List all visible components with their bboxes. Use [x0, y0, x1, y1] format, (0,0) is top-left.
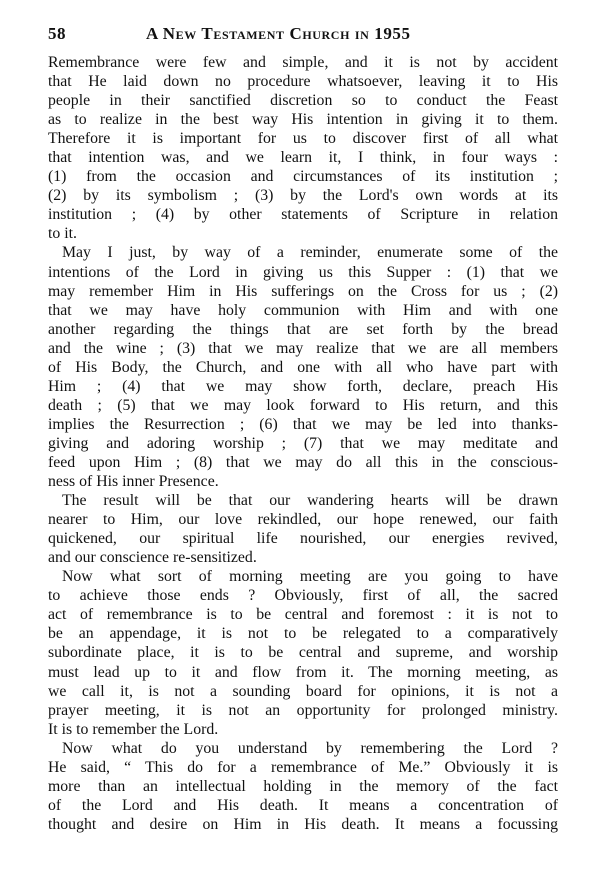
page-number: 58 [48, 24, 66, 43]
text-line: of the Lord and His death. It means a concentration of [48, 796, 558, 814]
paragraph [48, 53, 558, 243]
text-line: that He laid down no procedure whatsoever, leaving it to His [48, 73, 558, 91]
text-line: as to realize in the best way His intention in giving it to them. [48, 111, 558, 129]
text-line: death ; (5) that we may look forward to His return, and this [48, 396, 558, 414]
text-line: The result will be that our wandering hearts will be drawn [62, 492, 558, 510]
text-line: May I just, by way of a reminder, enumerate some of the [62, 244, 558, 262]
text-line: feed upon Him ; (8) that we may do all this in the conscious- [48, 453, 558, 471]
text-line: thought and desire on Him in His death. It means a focussing [48, 815, 558, 833]
text-line: intentions of the Lord in giving us this Supper : (1) that we [48, 263, 558, 281]
text-line: more than an intellectual holding in the memory of the fact [48, 777, 558, 795]
paragraph [48, 567, 558, 738]
running-title: A New Testament Church in 1955 [146, 24, 411, 43]
text-line: He said, “ This do for a remembrance of Me.” Obviously it is [48, 758, 558, 776]
text-line: quickened, our spiritual life nourished, our energies revived, [48, 530, 558, 548]
paragraph [48, 243, 558, 491]
text-line: and the wine ; (3) that we may realize that we are all members [48, 339, 558, 357]
text-line: act of remembrance is to be central and foremost : it is not to [48, 606, 558, 624]
text-line: we call it, is not a sounding board for opinions, it is not a [48, 682, 558, 700]
text-line: that we may have holy communion with Him and with one [48, 301, 558, 319]
text-line: subordinate place, it is to be central and supreme, and worship [48, 644, 558, 662]
text-line: (1) from the occasion and circumstances of its institution ; [48, 168, 558, 186]
text-line: to achieve those ends ? Obviously, first of all, the sacred [48, 587, 558, 605]
text-line: must lead up to it and flow from it. The morning meeting, as [48, 663, 558, 681]
page-header [0, 24, 600, 48]
text-line: of His Body, the Church, and one with all who have part with [48, 358, 558, 376]
text-line: people in their sanctified discretion so to conduct the Feast [48, 92, 558, 110]
text-line: another regarding the things that are set forth by the bread [48, 320, 558, 338]
text-line: Now what sort of morning meeting are you going to have [62, 568, 558, 586]
paragraph [48, 491, 558, 567]
text-line: that intention was, and we learn it, I think, in four ways : [48, 149, 558, 167]
text-line: ness of His inner Presence. [48, 473, 219, 491]
text-line: to it. [48, 225, 77, 243]
text-line: Now what do you understand by remembering the Lord ? [62, 739, 558, 757]
text-line: (2) by its symbolism ; (3) by the Lord's own words at its [48, 187, 558, 205]
text-line: be an appendage, it is not to be relegated to a comparatively [48, 625, 558, 643]
text-line: prayer meeting, it is not an opportunity for prolonged ministry. [48, 701, 558, 719]
paragraph [48, 739, 558, 834]
text-line: giving and adoring worship ; (7) that we may meditate and [48, 434, 558, 452]
text-line: institution ; (4) by other statements of Scripture in relation [48, 206, 558, 224]
text-line: may remember Him in His sufferings on the Cross for us ; (2) [48, 282, 558, 300]
text-line: It is to remember the Lord. [48, 720, 219, 738]
text-line: and our conscience re-sensitized. [48, 549, 257, 567]
text-line: Him ; (4) that we may show forth, declare, preach His [48, 377, 558, 395]
text-line: Therefore it is important for us to discover first of all what [48, 130, 558, 148]
text-line: Remembrance were few and simple, and it is not by accident [48, 54, 558, 71]
text-line: implies the Resurrection ; (6) that we may be led into thanks- [48, 415, 558, 433]
text-line: nearer to Him, our love rekindled, our hope renewed, our faith [48, 511, 558, 529]
body-text [48, 53, 558, 834]
